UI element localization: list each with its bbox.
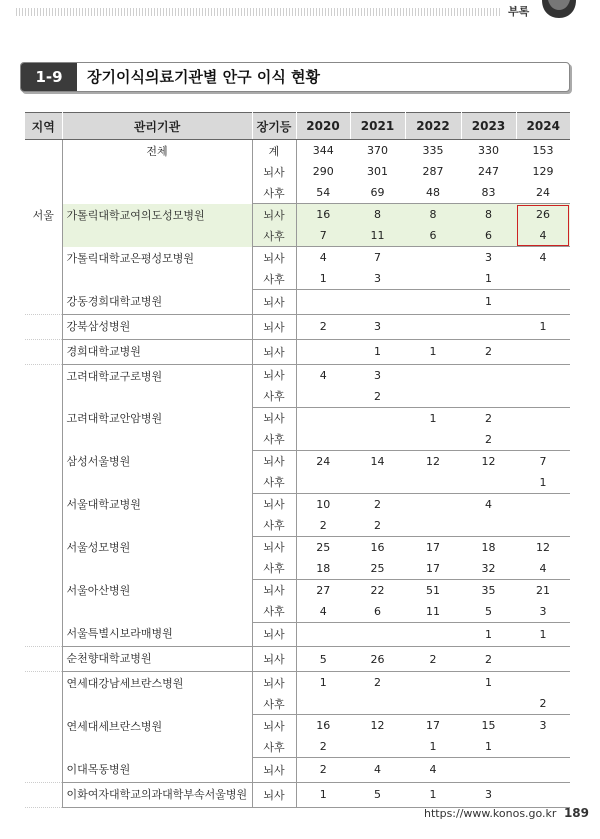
value-cell: 35 (481, 583, 496, 597)
organ-type-cell: 사후 (252, 601, 296, 623)
table-row (25, 314, 570, 339)
value-cell: 1 (319, 676, 327, 689)
table-title-bar (20, 62, 570, 92)
value-cell: 1 (461, 736, 516, 758)
organ-type-cell: 뇌사 (252, 579, 296, 601)
value-cell (350, 472, 405, 494)
value-cell: 8 (350, 204, 405, 226)
value-cell (405, 290, 461, 315)
value-cell: 4 (319, 251, 327, 264)
value-cell: 2 (374, 497, 381, 511)
value-cell: 2 (296, 736, 350, 758)
value-cell (405, 314, 461, 339)
page-header (0, 0, 600, 24)
table-row (25, 579, 570, 601)
value-cell (461, 364, 516, 386)
institution-cell: 연세대강남세브란스병원 (62, 672, 252, 715)
value-cell (461, 386, 516, 408)
value-cell: 7 (539, 454, 547, 468)
value-cell: 4 (516, 558, 570, 580)
column-header: 지역 (25, 113, 62, 140)
institution-cell: 삼성서울병원 (62, 450, 252, 493)
logo-icon (540, 0, 578, 18)
region-cell (25, 622, 62, 647)
value-cell (516, 364, 570, 386)
value-cell (516, 407, 570, 429)
column-header: 장기등 (252, 113, 296, 140)
organ-type-cell: 뇌사 (252, 450, 296, 472)
value-cell (350, 290, 405, 315)
value-cell: 344 (312, 144, 334, 157)
table-row (25, 758, 570, 783)
value-cell (516, 736, 570, 758)
value-cell: 12 (426, 454, 440, 468)
value-cell: 2 (350, 386, 405, 408)
value-cell: 18 (296, 558, 350, 580)
value-cell (405, 247, 461, 269)
value-cell: 4 (296, 601, 350, 623)
organ-type-cell: 뇌사 (252, 647, 296, 672)
value-cell (405, 364, 461, 386)
value-cell: 1 (429, 411, 437, 425)
value-cell (350, 736, 405, 758)
organ-type-cell: 뇌사 (252, 204, 296, 226)
value-cell (516, 493, 570, 515)
column-header: 2024 (516, 113, 570, 140)
value-cell: 1 (516, 314, 570, 339)
value-cell: 16 (370, 540, 385, 554)
value-cell: 2 (461, 429, 516, 451)
value-cell: 6 (350, 601, 405, 623)
organ-type-cell: 계 (252, 140, 296, 162)
institution-cell: 이대목동병원 (62, 758, 252, 783)
value-cell: 2 (296, 314, 350, 339)
value-cell: 4 (405, 758, 461, 783)
value-cell: 14 (370, 454, 385, 468)
organ-type-cell: 사후 (252, 268, 296, 290)
value-cell: 4 (539, 251, 547, 264)
section-label: 부록 (508, 5, 530, 18)
value-cell: 4 (485, 497, 492, 511)
table-row (25, 364, 570, 386)
table-row (25, 493, 570, 515)
value-cell: 27 (316, 583, 331, 597)
institution-cell: 순천향대학교병원 (62, 647, 252, 672)
table-row (25, 247, 570, 269)
value-cell (461, 693, 516, 715)
value-cell (350, 622, 405, 647)
value-cell (405, 672, 461, 694)
region-cell: 서울 (25, 204, 62, 247)
value-cell (405, 268, 461, 290)
value-cell: 15 (481, 719, 496, 732)
table-row (25, 647, 570, 672)
value-cell (405, 515, 461, 537)
value-cell: 32 (461, 558, 516, 580)
value-cell: 3 (374, 368, 381, 382)
table-row (25, 339, 570, 364)
page-number: 189 (563, 806, 590, 820)
value-cell: 1 (405, 782, 461, 807)
value-cell (350, 407, 405, 429)
value-cell: 2 (350, 515, 405, 537)
value-cell: 2 (461, 339, 516, 364)
page-footer (424, 806, 589, 820)
value-cell: 1 (461, 622, 516, 647)
table-title: 장기이식의료기관별 안구 이식 현황 (87, 68, 321, 86)
organ-type-cell: 사후 (252, 182, 296, 204)
value-cell: 17 (426, 719, 440, 732)
value-cell: 301 (367, 165, 388, 178)
column-header: 2023 (461, 113, 516, 140)
data-table-wrapper (25, 112, 570, 808)
value-cell: 2 (296, 758, 350, 783)
value-cell: 3 (350, 268, 405, 290)
value-cell (461, 472, 516, 494)
value-cell: 12 (481, 454, 496, 468)
value-cell: 247 (478, 165, 499, 178)
region-cell (25, 140, 62, 204)
value-cell: 290 (312, 165, 334, 178)
value-cell: 2 (374, 676, 381, 689)
header-dot-rule (16, 8, 500, 16)
value-cell: 6 (461, 225, 516, 247)
organ-type-cell: 뇌사 (252, 339, 296, 364)
value-cell (516, 339, 570, 364)
value-cell: 4 (516, 225, 570, 247)
organ-type-cell: 뇌사 (252, 364, 296, 386)
table-row (25, 407, 570, 429)
value-cell (405, 622, 461, 647)
value-cell: 330 (478, 144, 499, 157)
value-cell: 5 (296, 647, 350, 672)
value-cell (296, 386, 350, 408)
value-cell: 3 (461, 782, 516, 807)
region-cell (25, 758, 62, 783)
value-cell: 1 (350, 339, 405, 364)
value-cell (296, 693, 350, 715)
value-cell: 16 (296, 204, 350, 226)
value-cell: 69 (350, 182, 405, 204)
value-cell (296, 622, 350, 647)
value-cell: 1 (405, 736, 461, 758)
value-cell: 1 (296, 268, 350, 290)
value-cell: 7 (374, 251, 381, 264)
value-cell: 1 (461, 290, 516, 315)
value-cell: 1 (516, 472, 570, 494)
value-cell: 16 (316, 719, 331, 732)
column-header: 2020 (296, 113, 350, 140)
value-cell: 287 (422, 165, 444, 178)
value-cell: 17 (405, 558, 461, 580)
value-cell: 24 (516, 182, 570, 204)
value-cell (405, 493, 461, 515)
value-cell (461, 314, 516, 339)
footer-url: https://www.konos.go.kr (424, 807, 557, 820)
organ-type-cell: 뇌사 (252, 407, 296, 429)
value-cell: 83 (461, 182, 516, 204)
region-cell (25, 247, 62, 290)
value-cell: 11 (350, 225, 405, 247)
table-row (25, 672, 570, 694)
value-cell: 7 (296, 225, 350, 247)
column-header: 2022 (405, 113, 461, 140)
value-cell: 5 (461, 601, 516, 623)
region-cell (25, 782, 62, 807)
value-cell: 22 (370, 583, 385, 597)
value-cell: 1 (296, 782, 350, 807)
value-cell (296, 472, 350, 494)
value-cell: 25 (350, 558, 405, 580)
value-cell: 2 (516, 693, 570, 715)
value-cell: 3 (539, 719, 547, 732)
institution-cell: 가톨릭대학교은평성모병원 (62, 247, 252, 290)
value-cell (296, 339, 350, 364)
highlight-outline (517, 205, 569, 246)
organ-type-cell: 사후 (252, 515, 296, 537)
data-table (25, 112, 570, 808)
institution-cell: 강북삼성병원 (62, 314, 252, 339)
organ-type-cell: 뇌사 (252, 290, 296, 315)
organ-type-cell: 사후 (252, 429, 296, 451)
region-cell (25, 493, 62, 536)
value-cell (516, 386, 570, 408)
value-cell: 12 (536, 540, 550, 554)
table-row (25, 140, 570, 162)
value-cell: 370 (367, 144, 388, 157)
value-cell (516, 429, 570, 451)
institution-cell: 연세대세브란스병원 (62, 715, 252, 758)
value-cell: 21 (536, 583, 550, 597)
value-cell: 2 (485, 411, 492, 425)
value-cell: 3 (485, 251, 492, 264)
value-cell: 3 (516, 601, 570, 623)
institution-cell: 고려대학교구로병원 (62, 364, 252, 407)
value-cell: 5 (350, 782, 405, 807)
value-cell (461, 515, 516, 537)
value-cell (405, 386, 461, 408)
organ-type-cell: 뇌사 (252, 715, 296, 737)
value-cell (516, 290, 570, 315)
table-row (25, 715, 570, 737)
value-cell: 11 (405, 601, 461, 623)
region-cell (25, 290, 62, 315)
value-cell: 153 (532, 144, 554, 157)
value-cell: 26 (350, 647, 405, 672)
region-cell (25, 450, 62, 493)
value-cell: 24 (316, 454, 331, 468)
value-cell (350, 693, 405, 715)
institution-cell: 전체 (62, 140, 252, 204)
value-cell: 8 (405, 204, 461, 226)
value-cell (405, 472, 461, 494)
institution-cell: 고려대학교안암병원 (62, 407, 252, 450)
value-cell (516, 782, 570, 807)
table-header-row (25, 113, 570, 140)
value-cell (516, 672, 570, 694)
table-body (25, 140, 570, 808)
value-cell: 1 (405, 339, 461, 364)
value-cell: 2 (461, 647, 516, 672)
table-row (25, 290, 570, 315)
organ-type-cell: 사후 (252, 472, 296, 494)
value-cell (516, 515, 570, 537)
value-cell: 26 (516, 204, 570, 226)
value-cell: 25 (316, 540, 331, 554)
table-row (25, 204, 570, 226)
value-cell: 4 (350, 758, 405, 783)
value-cell: 335 (422, 144, 444, 157)
value-cell: 54 (296, 182, 350, 204)
region-cell (25, 314, 62, 339)
institution-cell: 서울특별시보라매병원 (62, 622, 252, 647)
region-cell (25, 364, 62, 407)
value-cell: 3 (350, 314, 405, 339)
value-cell (296, 290, 350, 315)
value-cell: 10 (316, 497, 331, 511)
value-cell (516, 268, 570, 290)
table-row (25, 536, 570, 558)
value-cell: 17 (426, 540, 440, 554)
value-cell (296, 429, 350, 451)
value-cell (461, 758, 516, 783)
value-cell (296, 407, 350, 429)
organ-type-cell: 뇌사 (252, 161, 296, 182)
value-cell: 129 (532, 165, 554, 178)
organ-type-cell: 뇌사 (252, 672, 296, 694)
organ-type-cell: 뇌사 (252, 247, 296, 269)
organ-type-cell: 뇌사 (252, 493, 296, 515)
value-cell: 1 (485, 676, 492, 689)
column-header: 관리기관 (62, 113, 252, 140)
organ-type-cell: 사후 (252, 558, 296, 580)
region-cell (25, 339, 62, 364)
value-cell: 48 (405, 182, 461, 204)
organ-type-cell: 사후 (252, 225, 296, 247)
table-row (25, 622, 570, 647)
region-cell (25, 715, 62, 758)
column-header: 2021 (350, 113, 405, 140)
organ-type-cell: 뇌사 (252, 782, 296, 807)
institution-cell: 강동경희대학교병원 (62, 290, 252, 315)
organ-type-cell: 뇌사 (252, 536, 296, 558)
region-cell (25, 672, 62, 715)
value-cell (405, 693, 461, 715)
region-cell (25, 536, 62, 579)
table-row (25, 782, 570, 807)
value-cell: 2 (296, 515, 350, 537)
region-cell (25, 579, 62, 622)
value-cell: 4 (319, 368, 327, 382)
organ-type-cell: 사후 (252, 386, 296, 408)
institution-cell: 가톨릭대학교여의도성모병원 (62, 204, 252, 247)
organ-type-cell: 사후 (252, 693, 296, 715)
value-cell: 8 (461, 204, 516, 226)
institution-cell: 경희대학교병원 (62, 339, 252, 364)
region-cell (25, 647, 62, 672)
value-cell (516, 647, 570, 672)
table-number: 1-9 (21, 63, 77, 91)
organ-type-cell: 뇌사 (252, 314, 296, 339)
value-cell (516, 758, 570, 783)
organ-type-cell: 뇌사 (252, 758, 296, 783)
organ-type-cell: 사후 (252, 736, 296, 758)
value-cell: 51 (426, 583, 440, 597)
table-row (25, 450, 570, 472)
value-cell (405, 429, 461, 451)
value-cell (350, 429, 405, 451)
value-cell: 2 (405, 647, 461, 672)
region-cell (25, 407, 62, 450)
value-cell: 1 (461, 268, 516, 290)
institution-cell: 서울대학교병원 (62, 493, 252, 536)
value-cell: 6 (405, 225, 461, 247)
value-cell: 18 (481, 540, 496, 554)
institution-cell: 서울아산병원 (62, 579, 252, 622)
institution-cell: 이화여자대학교의과대학부속서울병원 (62, 782, 252, 807)
value-cell: 1 (516, 622, 570, 647)
value-cell: 12 (370, 719, 385, 732)
institution-cell: 서울성모병원 (62, 536, 252, 579)
organ-type-cell: 뇌사 (252, 622, 296, 647)
